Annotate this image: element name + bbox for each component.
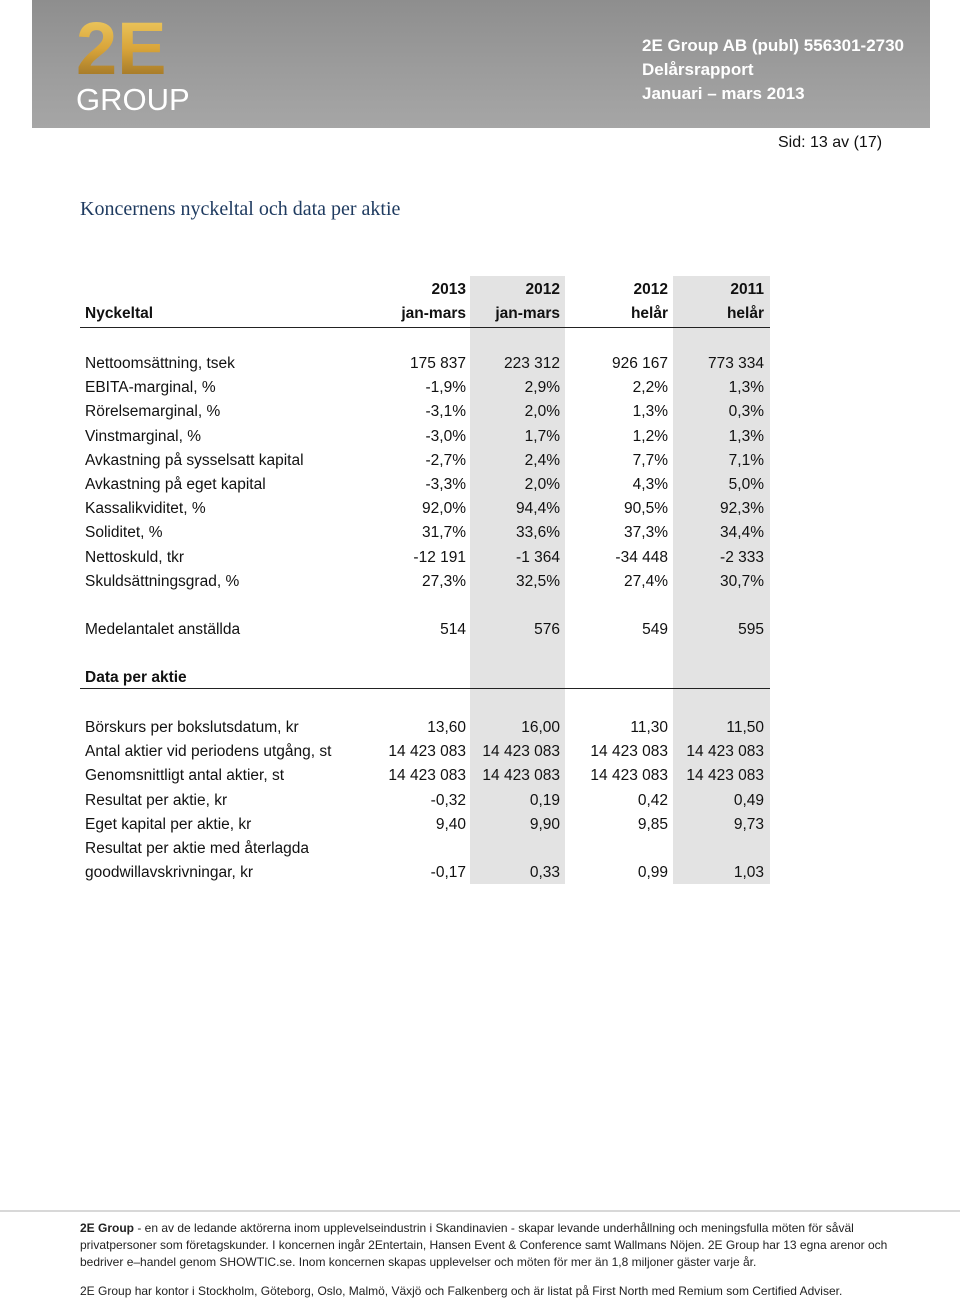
company-name: 2E Group AB (publ) 556301-2730 xyxy=(642,36,905,55)
row-value: 549 xyxy=(642,621,668,638)
logo-wordmark: GROUP xyxy=(76,82,190,117)
row-value: 1,3% xyxy=(728,427,764,445)
row-value: 773 334 xyxy=(707,355,764,372)
footer-text-2: 2E Group har kontor i Stockholm, Göteborg, Oslo, Malmö, Växjö och Falkenberg och är listat på First North med Remium som Certified Adviser. xyxy=(80,1284,843,1298)
row-value: 2,2% xyxy=(632,379,668,397)
row-value: -34 448 xyxy=(615,548,668,566)
table-row xyxy=(80,352,770,376)
row-value: 37,3% xyxy=(624,524,668,542)
table-row xyxy=(80,546,770,570)
table-row xyxy=(80,716,770,740)
row-label: Börskurs per bokslutsdatum, kr xyxy=(85,719,299,736)
col-header-year: 2011 xyxy=(730,281,764,298)
row-value: 2,0% xyxy=(524,476,560,493)
row-value: 0,42 xyxy=(637,791,668,809)
col-header-year: 2012 xyxy=(633,281,668,298)
row-value: 9,90 xyxy=(529,815,560,833)
row-label: Avkastning på eget kapital xyxy=(85,476,266,493)
row-value: 595 xyxy=(738,621,764,638)
row-value: 0,33 xyxy=(529,864,560,881)
row-value: -2,7% xyxy=(425,451,466,469)
row-value: -2 333 xyxy=(720,548,764,566)
col-header-period: helår xyxy=(726,305,764,322)
footer-divider xyxy=(0,1210,960,1212)
row-label: Resultat per aktie med återlagda xyxy=(85,840,310,857)
row-label: Rörelsemarginal, % xyxy=(85,403,221,421)
row-value: -0,32 xyxy=(430,791,466,809)
row-value: 2,9% xyxy=(524,379,560,397)
row-value: 1,2% xyxy=(632,427,668,445)
row-value: 9,40 xyxy=(435,815,466,833)
row-value: 90,5% xyxy=(624,500,668,518)
row-value: 0,19 xyxy=(529,791,560,809)
table-row xyxy=(80,521,770,545)
row-value: 4,3% xyxy=(632,476,668,493)
row-value: 1,03 xyxy=(733,864,764,881)
per-share-heading-label: Data per aktie xyxy=(85,669,187,686)
report-period: Januari – mars 2013 xyxy=(642,84,805,103)
row-value: -1 364 xyxy=(516,548,560,566)
row-value: -3,0% xyxy=(425,427,466,445)
table-row xyxy=(80,861,770,885)
row-value: 31,7% xyxy=(422,524,466,542)
row-label: Genomsnittligt antal aktier, st xyxy=(85,767,285,785)
table-header-years xyxy=(80,278,770,302)
row-value: 13,60 xyxy=(427,719,466,736)
table-row xyxy=(80,376,770,400)
table-row xyxy=(80,497,770,521)
row-value: 30,7% xyxy=(720,572,764,590)
row-value: 576 xyxy=(534,621,560,638)
row-value: 2,4% xyxy=(524,451,560,469)
row-label: goodwillavskrivningar, kr xyxy=(85,864,253,881)
row-value: 1,7% xyxy=(524,427,560,445)
logo-mark: 2E xyxy=(76,10,167,90)
row-value: 9,85 xyxy=(637,815,668,833)
row-value: 32,5% xyxy=(516,572,560,590)
row-value: -3,3% xyxy=(425,476,466,493)
row-value: 94,4% xyxy=(516,500,560,518)
row-label: Antal aktier vid periodens utgång, st xyxy=(85,743,332,761)
row-value: 0,99 xyxy=(637,864,668,881)
table-row xyxy=(80,570,770,594)
table-header-divider xyxy=(80,327,770,328)
table-row xyxy=(80,813,770,837)
row-value: 14 423 083 xyxy=(388,767,466,785)
col-header-year: 2012 xyxy=(525,281,560,298)
row-value: 14 423 083 xyxy=(482,767,560,785)
row-value: 16,00 xyxy=(521,719,560,736)
page-footer xyxy=(80,1220,900,1300)
row-value: 92,3% xyxy=(720,500,764,518)
footer-brand: 2E Group xyxy=(80,1221,135,1235)
row-label: Nettoskuld, tkr xyxy=(85,548,185,566)
table-header-label: Nyckeltal xyxy=(85,305,154,322)
table-row xyxy=(80,473,770,497)
row-value: 11,30 xyxy=(630,719,668,736)
table-row xyxy=(80,764,770,788)
row-label: Avkastning på sysselsatt kapital xyxy=(85,451,304,469)
report-type: Delårsrapport xyxy=(642,60,754,79)
row-value: 27,3% xyxy=(422,572,466,590)
row-value: -0,17 xyxy=(430,864,466,881)
col-header-period: helår xyxy=(630,305,668,322)
row-value: 5,0% xyxy=(728,476,764,493)
row-value: 14 423 083 xyxy=(482,743,560,761)
company-info xyxy=(642,34,904,106)
row-label: Kassalikviditet, % xyxy=(85,500,206,518)
row-value: 14 423 083 xyxy=(590,767,668,785)
row-value: 14 423 083 xyxy=(686,743,764,761)
row-label: Medelantalet anställda xyxy=(85,621,241,638)
row-value: 0,3% xyxy=(728,403,764,421)
row-value: 7,7% xyxy=(632,451,668,469)
table-row-label-line1 xyxy=(80,837,770,861)
table-row-employees xyxy=(80,618,770,642)
row-label: Skuldsättningsgrad, % xyxy=(85,572,240,590)
row-value: 27,4% xyxy=(624,572,668,590)
row-value: 14 423 083 xyxy=(590,743,668,761)
col-header-year: 2013 xyxy=(431,281,466,298)
table-row xyxy=(80,425,770,449)
row-value: 514 xyxy=(440,621,466,638)
row-value: 223 312 xyxy=(503,355,560,372)
row-value: 14 423 083 xyxy=(686,767,764,785)
row-value: 0,49 xyxy=(733,791,764,809)
per-share-divider xyxy=(80,688,770,689)
footer-company-description xyxy=(80,1220,900,1271)
row-value: 11,50 xyxy=(726,719,764,736)
row-label: EBITA-marginal, % xyxy=(85,379,216,397)
footer-text-1: - en av de ledande aktörerna inom upplevelseindustrin i Skandinavien - skapar levande underhållning och meningsfulla möten för såväl privatpersoner som företagskunder. I koncernen ingår 2Entertain, Hansen Event & Conference samt Wallmans Nöjen. 2E Group har 13 egna arenor och bedriver e–handel genom SHOWTIC.se. Inom koncernen skapas upplevelser och möten för mer än 1,8 miljoner gäster varje år. xyxy=(80,1221,888,1269)
col-header-period: jan-mars xyxy=(401,305,466,322)
table-row xyxy=(80,740,770,764)
row-value: 14 423 083 xyxy=(388,743,466,761)
row-value: 175 837 xyxy=(409,355,466,372)
per-share-heading xyxy=(80,666,770,690)
row-value: 9,73 xyxy=(733,815,764,833)
2e-group-logo xyxy=(74,10,224,118)
row-label: Soliditet, % xyxy=(85,524,163,542)
row-value: -12 191 xyxy=(413,548,466,566)
section-title: Koncernens nyckeltal och data per aktie xyxy=(80,198,401,220)
row-value: 34,4% xyxy=(720,524,764,542)
row-value: 1,3% xyxy=(728,379,764,397)
row-value: 1,3% xyxy=(632,403,668,421)
row-label: Nettoomsättning, tsek xyxy=(85,355,235,372)
row-label: Eget kapital per aktie, kr xyxy=(85,815,252,833)
page-number: Sid: 13 av (17) xyxy=(778,134,883,151)
row-value: 926 167 xyxy=(611,355,668,372)
row-label: Resultat per aktie, kr xyxy=(85,791,228,809)
table-row xyxy=(80,789,770,813)
row-value: 7,1% xyxy=(728,451,764,469)
row-value: -1,9% xyxy=(425,379,466,397)
row-value: 92,0% xyxy=(422,500,466,518)
row-value: 33,6% xyxy=(516,524,560,542)
col-header-period: jan-mars xyxy=(495,305,560,322)
table-header-periods xyxy=(80,302,770,326)
row-label: Vinstmarginal, % xyxy=(85,427,202,445)
report-header xyxy=(32,0,930,128)
row-value: 2,0% xyxy=(524,403,560,421)
row-value: -3,1% xyxy=(425,403,466,421)
table-row xyxy=(80,449,770,473)
table-row xyxy=(80,400,770,424)
